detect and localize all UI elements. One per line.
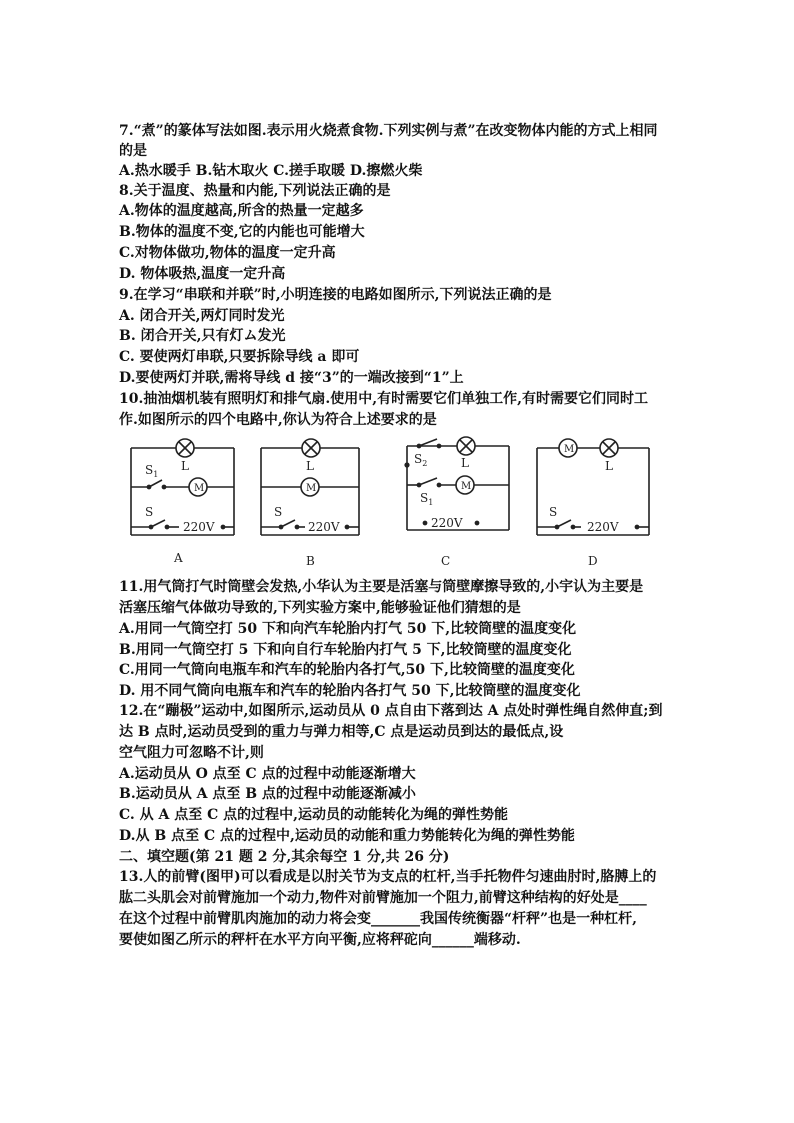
switch-s1-icon — [419, 478, 437, 485]
motor-label-a: M — [194, 483, 205, 494]
q8-option-d: D. 物体吸热,温度一定升高 — [119, 266, 286, 282]
q8-option-a: A.物体的温度越高,所含的热量一定越多 — [119, 203, 364, 219]
lamp-label-a: L — [181, 459, 189, 473]
switch-label-s2-c: $S_2$ — [414, 452, 428, 468]
q12-line2: 达 B 点时,运动员受到的重力与弹力相等,C 点是运动员到达的最低点,设 — [119, 724, 564, 740]
q11-option-a: A.用同一气筒空打 50 下和向汽车轮胎内打气 50 下,比较筒壁的温度变化 — [119, 621, 577, 637]
q11-option-b: B.用同一气筒空打 5 下和向自行车轮胎内打气 5 下,比较筒壁的温度变化 — [119, 642, 572, 658]
q13-line4: 要使如图乙所示的秤杆在水平方向平衡,应将秤砣向______端移动. — [119, 932, 521, 948]
q12-line3: 空气阻力可忽略不计,则 — [119, 745, 264, 761]
q11-line2: 活塞压缩气体做功导致的,下列实验方案中,能够验证他们猜想的是 — [119, 600, 521, 616]
q7-options: A.热水暖手 B.钻木取火 C.搓手取暖 D.擦燃火柴 — [119, 163, 423, 179]
q10-line1: 10.抽油烟机装有照明灯和排气扇.使用中,有时需要它们单独工作,有时需要它们同时工 — [119, 391, 648, 407]
switch-label-s-d: S — [549, 505, 558, 519]
switch-label-s1-c: $S_1$ — [420, 491, 434, 507]
q13-line1: 13.人的前臂(图甲)可以看成是以肘关节为支点的杠杆,当手托物件匀速曲肘时,胳膊上的 — [119, 869, 657, 885]
q9-option-a: A. 闭合开关,两灯同时发光 — [119, 308, 285, 324]
q8-option-b: B.物体的温度不变,它的内能也可能增大 — [119, 224, 365, 240]
q10-line2: 作.如图所示的四个电路中,你认为符合上述要求的是 — [119, 412, 437, 428]
motor-label-d: M — [564, 444, 575, 455]
voltage-label-d: 220V — [587, 520, 619, 534]
circuit-diagrams-svg — [119, 430, 679, 575]
switch-s2-icon — [419, 439, 437, 446]
motor-label-c: M — [461, 481, 472, 492]
circuit-diagrams — [119, 430, 679, 575]
q12-option-c: C. 从 A 点至 C 点的过程中,运动员的动能转化为绳的弹性势能 — [119, 807, 509, 823]
q12-option-a: A.运动员从 O 点至 C 点的过程中动能逐渐增大 — [119, 766, 416, 782]
q11-option-d: D. 用不同气筒向电瓶车和汽车的轮胎内各打气 50 下,比较筒壁的温度变化 — [119, 683, 581, 699]
option-label-a: A — [174, 551, 183, 565]
lamp-label-b: L — [306, 459, 314, 473]
voltage-label-c: 220V — [431, 516, 463, 530]
motor-label-b: M — [306, 483, 317, 494]
switch-label-s1-a: $S_1$ — [145, 463, 159, 479]
lamp-label-d: L — [605, 459, 613, 473]
switch-label-s-a: S — [145, 505, 154, 519]
q12-option-d: D.从 B 点至 C 点的过程中,运动员的动能和重力势能转化为绳的弹性势能 — [119, 828, 575, 844]
option-label-c: C — [441, 554, 451, 568]
q8-option-c: C.对物体做功,物体的温度一定升高 — [119, 245, 336, 261]
q11-line1: 11.用气筒打气时筒壁会发热,小华认为主要是活塞与筒壁摩擦导致的,小宇认为主要是 — [119, 579, 644, 595]
voltage-label-a: 220V — [183, 520, 215, 534]
q13-line3: 在这个过程中前臂肌肉施加的动力将会变_______我国传统衡器“杆秤”也是一种杠杆, — [119, 911, 637, 927]
option-label-d: D — [588, 554, 598, 568]
q9-option-b: B. 闭合开关,只有灯ム发光 — [119, 328, 286, 344]
voltage-label-b: 220V — [308, 520, 340, 534]
q9-option-d: D.要使两灯并联,需将导线 d 接“3”的一端改接到“1”上 — [119, 370, 464, 386]
option-label-b: B — [306, 554, 315, 568]
switch-label-s-b: S — [274, 505, 283, 519]
q13-line2: 肱二头肌会对前臂施加一个动力,物件对前臂施加一个阻力,前臂这种结构的好处是____ — [119, 890, 647, 906]
lamp-label-c: L — [461, 456, 469, 470]
q9-option-c: C. 要使两灯串联,只要拆除导线 a 即可 — [119, 349, 360, 365]
q9-stem: 9.在学习“串联和并联”时,小明连接的电路如图所示,下列说法正确的是 — [119, 287, 552, 303]
q11-option-c: C.用同一气筒向电瓶车和汽车的轮胎内各打气,50 下,比较筒壁的温度变化 — [119, 662, 575, 678]
q7-line1: 7.“煮”的篆体写法如图.表示用火烧煮食物.下列实例与煮”在改变物体内能的方式上相同 — [119, 123, 658, 139]
q12-option-b: B.运动员从 A 点至 B 点的过程中动能逐渐减小 — [119, 786, 416, 802]
q7-line2: 的是 — [119, 143, 147, 159]
section-heading: 二、填空题(第 21 题 2 分,其余每空 1 分,共 26 分) — [119, 849, 450, 865]
q12-line1: 12.在“蹦极”运动中,如图所示,运动员从 0 点自由下落到达 A 点处时弹性绳自然伸直;到 — [119, 703, 663, 719]
q8-stem: 8.关于温度、热量和内能,下列说法正确的是 — [119, 183, 391, 199]
